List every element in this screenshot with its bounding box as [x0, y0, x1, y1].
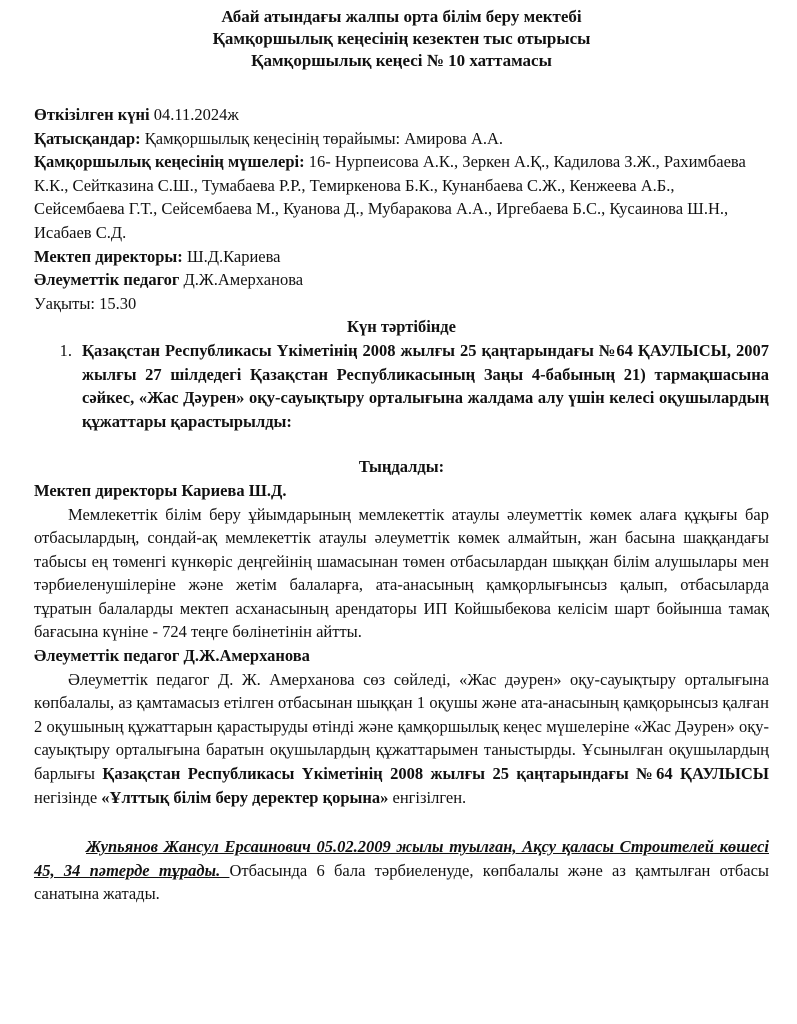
protocol-number: Қамқоршылық кеңесі № 10 хаттамасы [251, 51, 552, 70]
agenda-item-number: 1. [59, 340, 72, 360]
document-header [34, 6, 769, 72]
student-family-info: Отбасында 6 бала тәрбиеленуде, көпбалалы және аз қамтылған отбасы санатына жатады. [34, 860, 769, 904]
director-value: Ш.Д.Кариева [182, 246, 281, 266]
social-value: Д.Ж.Амерханова [179, 270, 304, 290]
meeting-date [34, 103, 769, 127]
meeting-meta [34, 103, 769, 315]
agenda-item [34, 339, 769, 433]
protocol-document [34, 6, 769, 906]
speaker-director: Мектеп директоры Кариева Ш.Д. [34, 480, 287, 500]
members-value: 16- Нурпеисова А.К., Зеркен А.Қ., Кадилова З.Ж., Рахимбаева К.К., Сейтказина С.Ш., Тумабаева Р.Р., Темиркенова Б.К., Кунанбаева С.Ж., Кенжеева А.Б., Сейсембаева Г.Т., Сейсембаева М., Куанова Д., Мубаракова А.А., Иргебаева Б.С., Кусаинова Ш.Н., Исабаев С.Д. [34, 152, 746, 242]
meeting-title: Қамқоршылық кеңесінің кезектен тыс отырысы [212, 29, 591, 48]
speech-bold-2: «Ұлттық білім беру деректер қорына» [101, 787, 389, 807]
participants-value: Қамқоршылық кеңесінің төрайымы: Амирова А.А. [140, 128, 504, 148]
student-details: Жупьянов Жансул Ерсаинович 05.02.2009 жылы туылған, Ақсу қаласы Строителей көшесі 45, 34 пәтерде тұрады. [34, 837, 769, 880]
speech-bold-1: Қазақстан Республикасы Үкіметінің 2008 жылғы 25 қаңтарындағы №64 ҚАУЛЫСЫ [102, 764, 769, 784]
school-director [34, 245, 769, 269]
director-label: Мектеп директоры: [34, 246, 183, 266]
social-pedagogue-speech [34, 668, 769, 810]
listened-title: Тыңдалды: [358, 457, 445, 477]
date-value: 04.11.2024ж [149, 105, 239, 124]
speech-text-2: негізінде [34, 787, 102, 807]
meeting-time: Уақыты: 15.30 [34, 293, 137, 313]
social-pedagogue [34, 268, 769, 292]
date-label: Өткізілген күні [34, 105, 150, 124]
speech-text-1: Әлеуметтік педагог Д. Ж. Амерханова сөз сөйледі, «Жас дәурен» оқу-сауықтыру орталығына көпбалалы, аз қамтамасыз етілген отбасынан шыққан 1 оқушы және ата-анасының қамқорынсыз қалған 2 оқушының құжаттарын қарастыруды өтінді және қамқоршылық кеңес мүшелеріне «Жас Дәурен» оқу-сауықтыру орталығына баратын оқушылардың құжаттарымен таныстырды. Ұсынылған оқушылардың барлығы [34, 669, 769, 784]
school-name: Абай атындағы жалпы орта білім беру мектебі [221, 7, 582, 26]
director-speech: Мемлекеттік білім беру ұйымдарының мемлекеттік атаулы әлеуметтік көмек алаға құқығы бар отбасылардың, сондай-ақ мемлекеттік атаулы әлеуметтік көмек алмайтын, жан басына шаққандағы табысы ең төменгі күнкөріс деңгейінің шамасынан төмен отбасылардан шыққан білім алушылары мен тәрбиеленушілеріне және жетім балаларға, ата-анасының қамқорлығынсыз қалып, отбасыларда тұратын балаларды мектеп асханасының арендаторы ИП Койшыбекова келісім шарт бойынша тамақ бағасына күніне - 724 теңге бөлінетінін айтты. [34, 504, 769, 642]
speaker-social-pedagogue: Әлеуметтік педагог Д.Ж.Амерханова [34, 646, 310, 666]
student-record [34, 835, 769, 906]
participants [34, 127, 769, 151]
social-label: Әлеуметтік педагог [34, 270, 180, 290]
council-members [34, 150, 769, 244]
speech-text-3: енгізілген. [388, 787, 467, 807]
participants-label: Қатысқандар: [34, 128, 141, 148]
agenda-item-text: Қазақстан Республикасы Үкіметінің 2008 жылғы 25 қаңтарындағы №64 ҚАУЛЫСЫ, 2007 жылғы 27 шілдедегі Қазақстан Республикасының Заңы 4-бабының 21) тармақшасына сәйкес, «Жас Дәурен» оқу-сауықтыру орталығына жалдама алу үшін келесі оқушылардың құжаттары қарастырылды: [82, 340, 769, 431]
members-label: Қамқоршылық кеңесінің мүшелері: [34, 152, 305, 172]
agenda-title: Күн тәртібінде [347, 317, 456, 337]
